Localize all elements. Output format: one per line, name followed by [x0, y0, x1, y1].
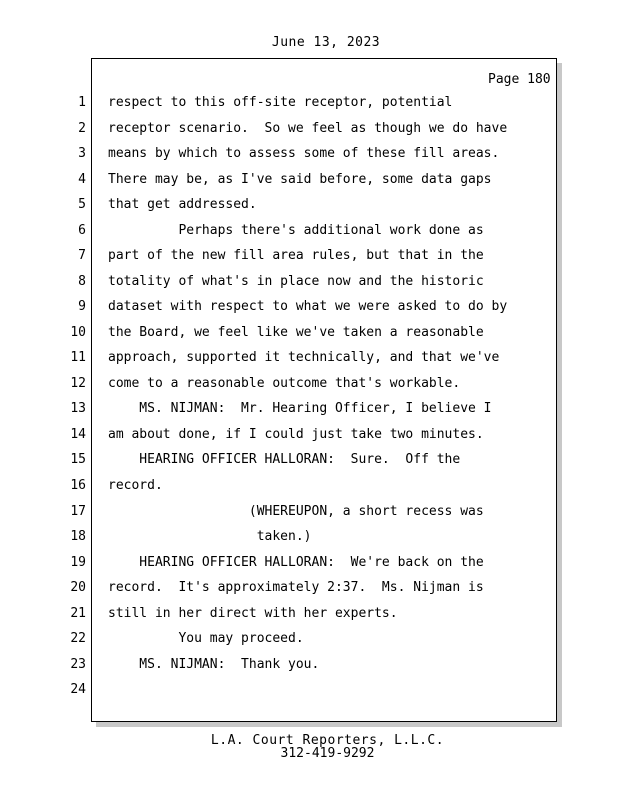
- line-number: 1: [78, 95, 86, 110]
- line-number: 10: [70, 325, 86, 340]
- line-text: means by which to assess some of these fill areas.: [108, 146, 500, 161]
- page-date-header: June 13, 2023: [271, 35, 381, 50]
- line-number: 16: [70, 478, 86, 493]
- line-number: 13: [70, 401, 86, 416]
- line-text: approach, supported it technically, and that we've: [108, 350, 500, 365]
- line-text: respect to this off-site receptor, potential: [108, 95, 453, 110]
- line-number: 21: [70, 606, 86, 621]
- line-text: MS. NIJMAN: Thank you.: [108, 657, 320, 672]
- page-number: Page 180: [488, 72, 551, 87]
- line-text: HEARING OFFICER HALLORAN: We're back on the: [108, 555, 484, 570]
- line-text: Perhaps there's additional work done as: [108, 223, 484, 238]
- line-number: 4: [78, 172, 86, 187]
- line-number: 9: [78, 299, 86, 314]
- line-text: the Board, we feel like we've taken a reasonable: [108, 325, 484, 340]
- line-text: You may proceed.: [108, 631, 304, 646]
- line-text: am about done, if I could just take two minutes.: [108, 427, 484, 442]
- line-number: 15: [70, 452, 86, 467]
- line-text: MS. NIJMAN: Mr. Hearing Officer, I believe I: [108, 401, 492, 416]
- line-text: part of the new fill area rules, but that in the: [108, 248, 484, 263]
- line-number: 7: [78, 248, 86, 263]
- line-number: 24: [70, 682, 86, 697]
- line-number: 18: [70, 529, 86, 544]
- line-text: There may be, as I've said before, some data gaps: [108, 172, 492, 187]
- line-number: 20: [70, 580, 86, 595]
- line-number: 12: [70, 376, 86, 391]
- line-number: 14: [70, 427, 86, 442]
- line-number: 5: [78, 197, 86, 212]
- line-number: 17: [70, 504, 86, 519]
- line-text: record. It's approximately 2:37. Ms. Nijman is: [108, 580, 484, 595]
- footer-company: L.A. Court Reporters, L.L.C.: [210, 733, 445, 748]
- line-number: 2: [78, 121, 86, 136]
- line-text: totality of what's in place now and the historic: [108, 274, 484, 289]
- line-text: HEARING OFFICER HALLORAN: Sure. Off the: [108, 452, 461, 467]
- line-number: 6: [78, 223, 86, 238]
- line-number: 8: [78, 274, 86, 289]
- line-text: come to a reasonable outcome that's workable.: [108, 376, 461, 391]
- line-number: 23: [70, 657, 86, 672]
- line-text: that get addressed.: [108, 197, 257, 212]
- line-text: still in her direct with her experts.: [108, 606, 398, 621]
- footer-phone: 312-419-9292: [280, 746, 375, 761]
- line-text: receptor scenario. So we feel as though we do have: [108, 121, 508, 136]
- line-number: 3: [78, 146, 86, 161]
- line-number: 22: [70, 631, 86, 646]
- line-text: (WHEREUPON, a short recess was: [108, 504, 484, 519]
- line-number: 11: [70, 350, 86, 365]
- line-number: 19: [70, 555, 86, 570]
- line-text: dataset with respect to what we were asked to do by: [108, 299, 508, 314]
- line-text: taken.): [108, 529, 312, 544]
- line-text: record.: [108, 478, 163, 493]
